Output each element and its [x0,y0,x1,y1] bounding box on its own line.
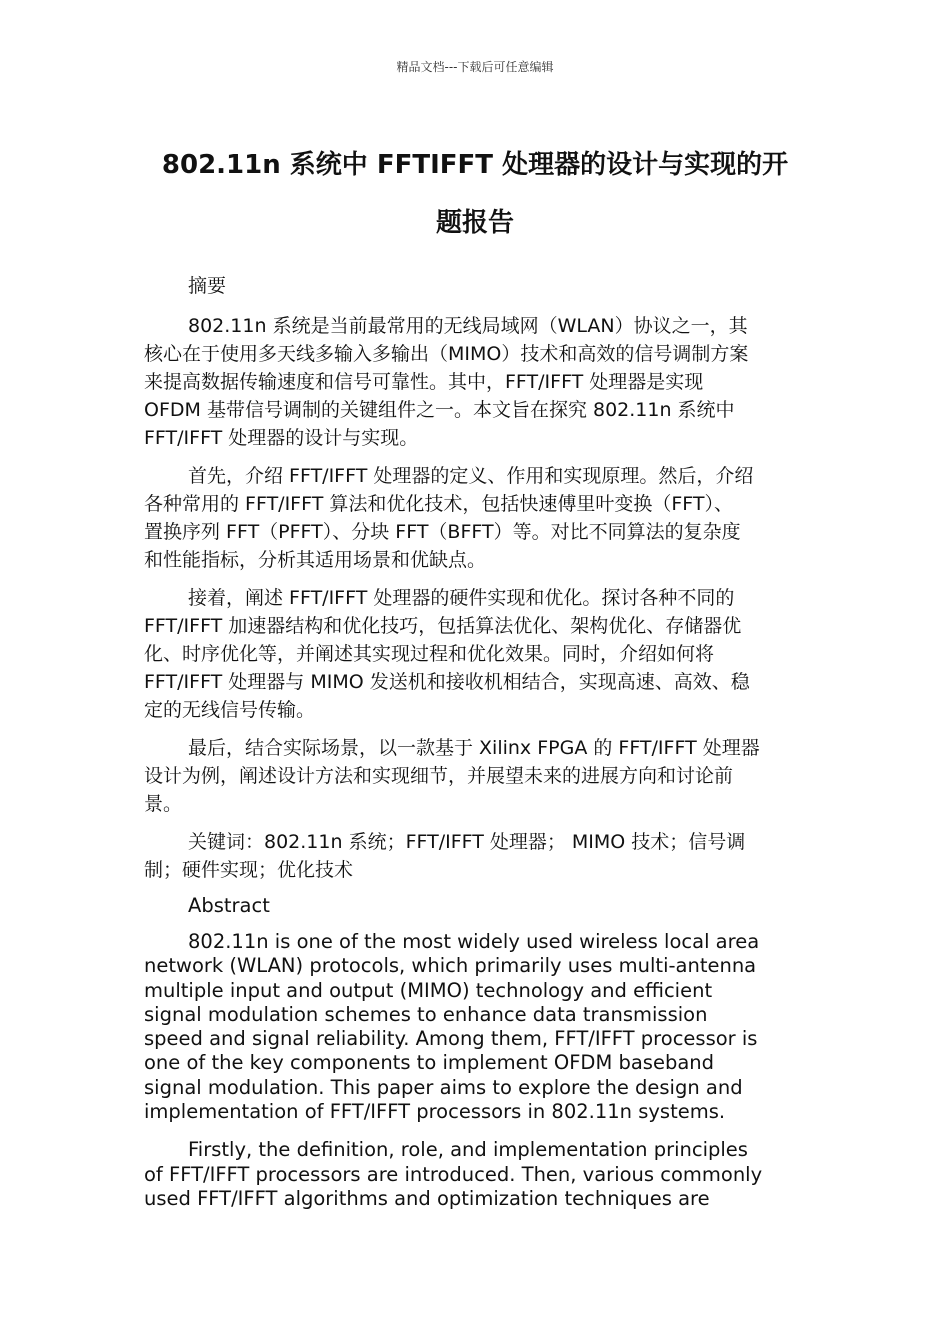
abstract-en-paragraph-2: Firstly, the definition, role, and implementation principles of FFT/IFFT processors are introduced. Then, various commonly used FFT/IFFT algorithms and optimization techniques are [144,1138,763,1210]
abstract-en-heading: Abstract [188,894,270,917]
abstract-cn-paragraph-3: 接着，阐述 FFT/IFFT 处理器的硬件实现和优化。探讨各种不同的 FFT/IFFT 加速器结构和优化技巧，包括算法优化、架构优化、存储器优 化、时序优化等，并阐述其实现过程和优化效果。同时，介绍如何将 FFT/IFFT 处理器与 MIMO 发送机和接收机相结合，实现高速、高效、稳 定的无线信号传输。 [144,587,750,721]
abstract-cn-paragraph-1: 802.11n 系统是当前最常用的无线局域网（WLAN）协议之一，其 核心在于使用多天线多输入多输出（MIMO）技术和高效的信号调制方案 来提高数据传输速度和信号可靠性。其中，FFT/IFFT 处理器是实现 OFDM 基带信号调制的关键组件之一。本文旨在探究 802.11n 系统中 FFT/IFFT 处理器的设计与实现。 [144,315,749,449]
title-line-1: 802.11n 系统中 FFTIFFT 处理器的设计与实现的开 [161,150,789,180]
keywords-cn: 关键词：802.11n 系统；FFT/IFFT 处理器； MIMO 技术；信号调 制；硬件实现；优化技术 [144,831,746,881]
header-note: 精品文档---下载后可任意编辑 [396,60,554,74]
abstract-en-paragraph-1: 802.11n is one of the most widely used wireless local area network (WLAN) protocols, which primarily uses multi-antenna multiple input and output (MIMO) technology and efficient signal modulation schemes to enhance data transmission speed and signal reliability. Among them, FFT/IFFT processor is one of the key components to implement OFDM baseband signal modulation. This paper aims to explore the design and implementation of FFT/IFFT processors in 802.11n systems. [144,930,760,1124]
abstract-cn-paragraph-2: 首先，介绍 FFT/IFFT 处理器的定义、作用和实现原理。然后，介绍 各种常用的 FFT/IFFT 算法和优化技术，包括快速傅里叶变换（FFT）、 置换序列 FFT（PFFT）、分块 FFT（BFFT）等。对比不同算法的复杂度 和性能指标，分析其适用场景和优缺点。 [144,465,754,571]
abstract-cn-heading: 摘要 [188,275,227,297]
document-title [140,136,810,252]
title-line-2: 题报告 [435,208,514,238]
abstract-cn-paragraph-4: 最后，结合实际场景，以一款基于 Xilinx FPGA 的 FFT/IFFT 处理器 设计为例，阐述设计方法和实现细节，并展望未来的进展方向和讨论前 景。 [144,737,760,815]
document-body [144,272,808,1225]
